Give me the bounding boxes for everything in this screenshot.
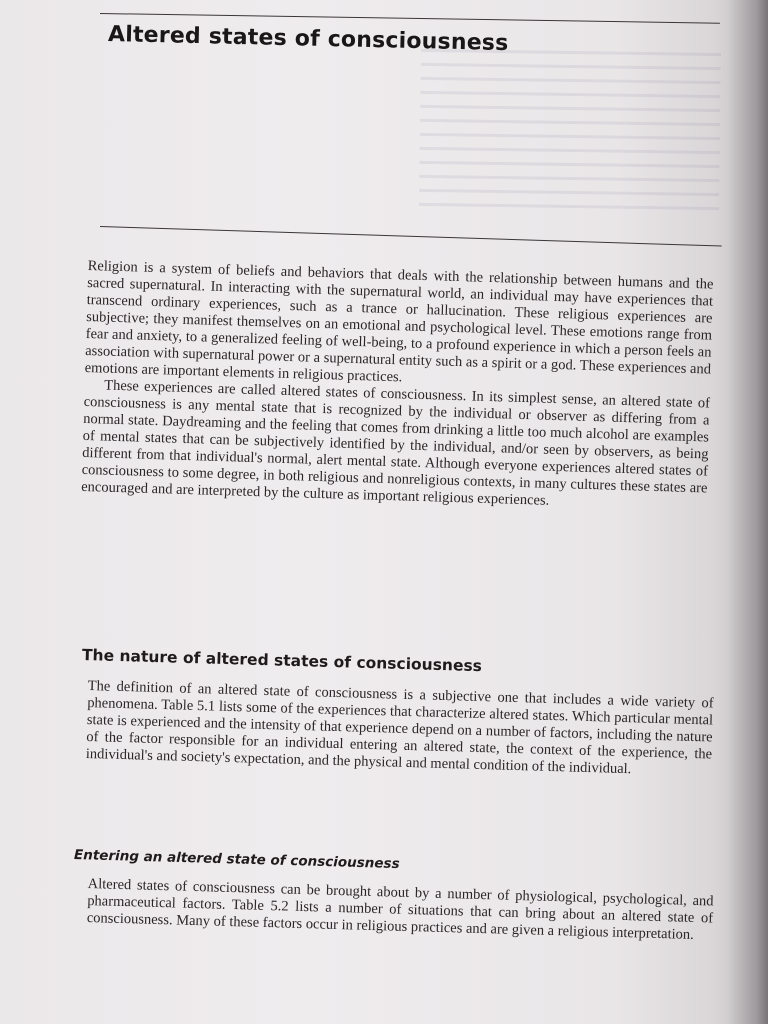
- entering-paragraph: Altered states of consciousness can be brought about by a number of physiological, psychological, and pharmaceutical factors. Table 5.2 lists a number of situations that can bring about an altered state of consciousness. Many of these factors occur in religious practices and are given a religious interpretation.: [86, 876, 714, 943]
- page-gutter-shadow: [728, 0, 768, 1024]
- nature-section: [86, 678, 714, 780]
- intro-paragraph-1: Religion is a system of beliefs and behaviors that deals with the relationship between humans and the sacred supernatural. In interacting with the supernatural world, an individual may have experiences that transcend ordinary experiences, such as a trance or hallucination. These religious experiences are subjective; they manifest themselves on an emotional and psychological level. These emotions range from fear and anxiety, to a generalized feeling of well-being, to a profound experience in which a person feels an association with supernatural power or a supernatural entity such as a spirit or a god. These experiences and emotions are important elements in religious practices.: [84, 258, 714, 386]
- chapter-title: Altered states of consciousness: [107, 22, 509, 57]
- show-through-text: [419, 38, 721, 212]
- title-divider-rule: [100, 226, 722, 247]
- intro-section: [81, 258, 714, 514]
- nature-paragraph: The definition of an altered state of consciousness is a subjective one that includes a wide variety of phenomena. Table 5.1 lists some of the experiences that characterize altered states. Which particular mental state is experienced and the intensity of that experience depend on a number of factors, including the nature of the factor responsible for an individual entering an altered state, the context of the experience, the individual's and society's expectation, and the physical and mental condition of the individual.: [85, 678, 714, 778]
- subsection-heading-entering: Entering an altered state of consciousness: [73, 847, 400, 873]
- top-rule: [100, 13, 720, 24]
- intro-paragraph-2: These experiences are called altered states of consciousness. In its simplest sense, an altered state of consciousness is any mental state that is recognized by the individual or observer as differing from a normal state. Daydreaming and the feeling that comes from drinking a little too much alcohol are examples of mental states that can be subjectively identified by the individual, and/or seen by observers, as being different from that individual's normal, alert mental state. Although everyone experiences altered states of consciousness to some degree, in both religious and nonreligious contexts, in many cultures these states are encouraged and are interpreted by the culture as important religious experiences.: [80, 377, 711, 509]
- entering-section: [87, 876, 714, 944]
- section-heading-nature: The nature of altered states of consciousness: [81, 646, 483, 676]
